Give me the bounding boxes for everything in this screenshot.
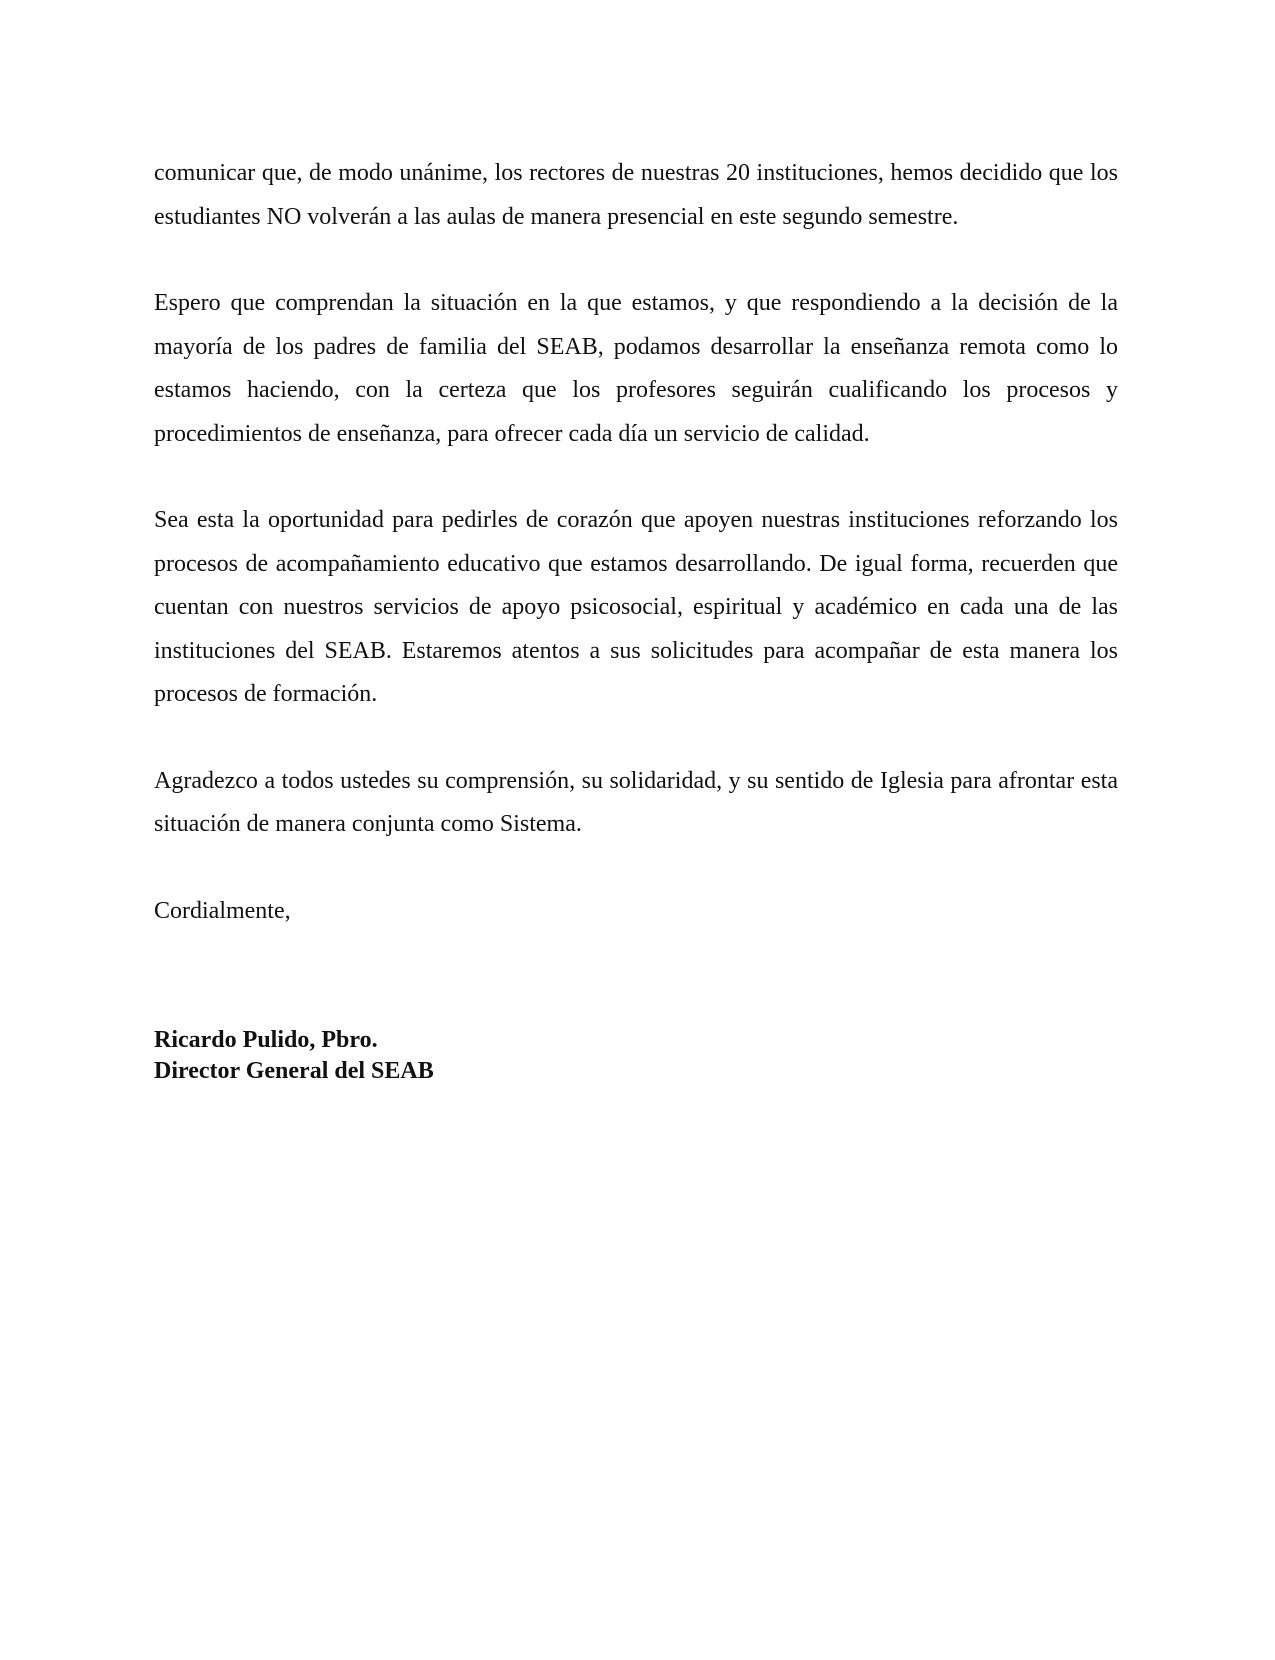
signature-name: Ricardo Pulido, Pbro. [154,1027,378,1053]
closing-salutation: Cordialmente, [154,897,291,924]
paragraph-support-services: Sea esta la oportunidad para pedirles de corazón que apoyen nuestras instituciones reforzando los procesos de acompañamiento educativo que estamos desarrollando. De igual forma, recuerden que cuentan con nuestros servicios de apoyo psicosocial, espiritual y académico en cada una de las instituciones del SEAB. Estaremos atentos a sus solicitudes para acompañar de esta manera los procesos de formación. [154,507,1118,707]
paragraph-decision: comunicar que, de modo unánime, los rectores de nuestras 20 instituciones, hemos decidido que los estudiantes NO volverán a las aulas de manera presencial en este segundo semestre. [154,160,1118,230]
signature-title: Director General del SEAB [154,1058,434,1084]
signature-block [154,1025,1118,1087]
letter-body [154,152,1118,1087]
paragraph-remote-teaching: Espero que comprendan la situación en la que estamos, y que respondiendo a la decisión de la mayoría de los padres de familia del SEAB, podamos desarrollar la enseñanza remota como lo estamos haciendo, con la certeza que los profesores seguirán cualificando los procesos y procedimientos de enseñanza, para ofrecer cada día un servicio de calidad. [154,290,1118,447]
paragraph-gratitude: Agradezco a todos ustedes su comprensión, su solidaridad, y su sentido de Iglesia para afrontar esta situación de manera conjunta como Sistema. [154,767,1118,837]
